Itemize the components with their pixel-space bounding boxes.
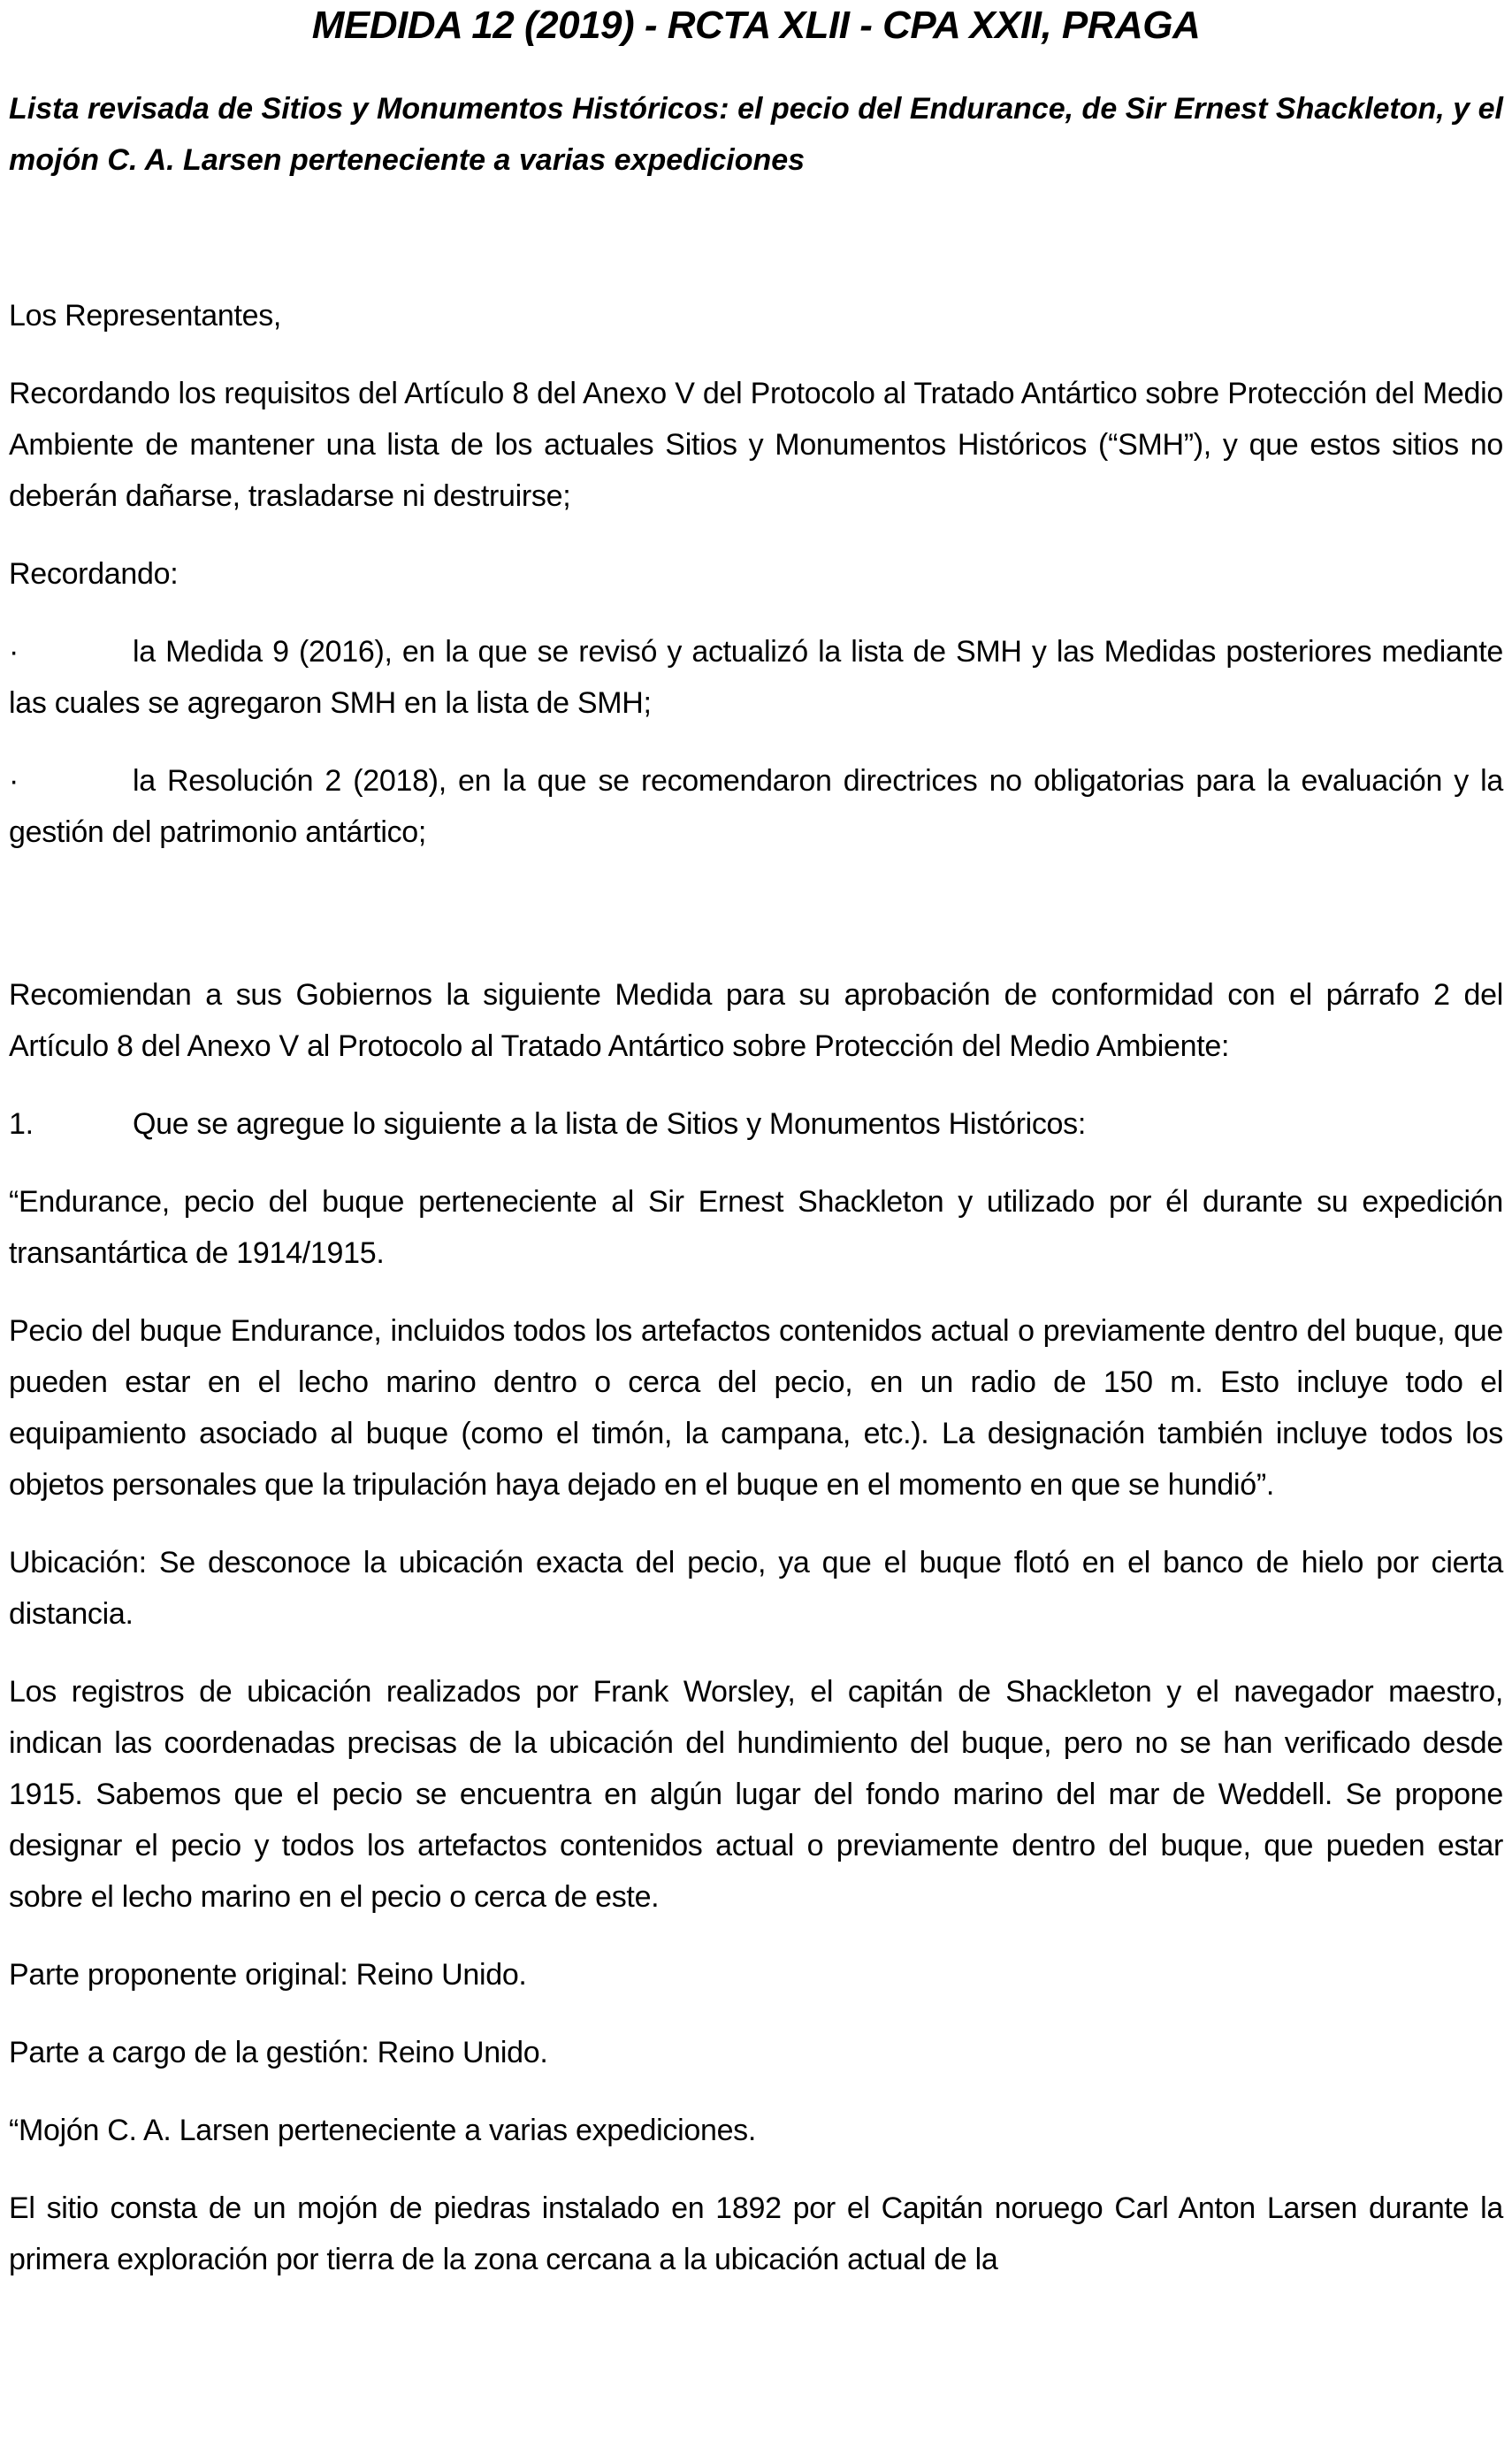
location-paragraph: Ubicación: Se desconoce la ubicación exacta del pecio, ya que el buque flotó en el banco de hielo por cierta distancia. [9,1546,1503,1631]
document-page [9,0,1503,2312]
bullet-text: la Medida 9 (2016), en la que se revisó y actualizó la lista de SMH y las Medidas posteriores mediante las cuales se agregaron SMH en la lista de SMH; [9,635,1503,720]
bullet-text: la Resolución 2 (2018), en la que se recomendaron directrices no obligatorias para la evaluación y la gestión del patrimonio antártico; [9,764,1503,849]
numbered-item [9,1098,1503,1150]
bullet-mark: · [9,764,19,798]
recommend-paragraph: Recomiendan a sus Gobiernos la siguiente Medida para su aprobación de conformidad con el párrafo 2 del Artículo 8 del Anexo V al Protocolo al Tratado Antártico sobre Protección del Medio Ambiente: [9,978,1503,1063]
spacer [9,884,1503,969]
proposing-party: Parte proponente original: Reino Unido. [9,1958,527,1992]
item-text: Que se agregue lo siguiente a la lista de Sitios y Monumentos Históricos: [133,1107,1087,1141]
larsen-description-paragraph: El sitio consta de un mojón de piedras instalado en 1892 por el Capitán noruego Carl Anton Larsen durante la primera exploración por tierra de la zona cercana a la ubicación actual de la [9,2191,1503,2276]
endurance-intro-paragraph: “Endurance, pecio del buque perteneciente al Sir Ernest Shackleton y utilizado por él durante su expedición transantártica de 1914/1915. [9,1185,1503,1270]
salutation: Los Representantes, [9,299,282,333]
recalling-label: Recordando: [9,557,179,591]
document-body [9,290,1503,2285]
endurance-description-paragraph: Pecio del buque Endurance, incluidos todos los artefactos contenidos actual o previamente dentro del buque, que pueden estar en el lecho marino dentro o cerca del pecio, en un radio de 150 m. Esto incluye todo el equipamiento asociado al buque (como el timón, la campana, etc.). La designación también incluye todos los objetos personales que la tripulación haya dejado en el buque en el momento en que se hundió”. [9,1314,1503,1502]
managing-party: Parte a cargo de la gestión: Reino Unido. [9,2036,548,2069]
spacer [9,186,1503,290]
recalling-requirements-paragraph: Recordando los requisitos del Artículo 8 del Anexo V del Protocolo al Tratado Antártico sobre Protección del Medio Ambiente de mantener una lista de los actuales Sitios y Monumentos Históricos (“SMH”), y que estos sitios no deberán dañarse, trasladarse ni destruirse; [9,377,1503,513]
item-number: 1. [9,1107,34,1141]
bullet-item [9,755,1503,858]
bullet-item [9,626,1503,729]
document-title: MEDIDA 12 (2019) - RCTA XLII - CPA XXII, PRAGA [311,4,1201,47]
document-subtitle: Lista revisada de Sitios y Monumentos Históricos: el pecio del Endurance, de Sir Ernest Shackleton, y el mojón C. A. Larsen perteneciente a varias expediciones [9,92,1503,177]
larsen-title: “Mojón C. A. Larsen perteneciente a varias expediciones. [9,2114,757,2147]
location-records-paragraph: Los registros de ubicación realizados por Frank Worsley, el capitán de Shackleton y el navegador maestro, indican las coordenadas precisas de la ubicación del hundimiento del buque, pero no se han verificado desde 1915. Sabemos que el pecio se encuentra en algún lugar del fondo marino del mar de Weddell. Se propone designar el pecio y todos los artefactos contenidos actual o previamente dentro del buque, que pueden estar sobre el lecho marino en el pecio o cerca de este. [9,1675,1503,1914]
bullet-mark: · [9,635,19,669]
